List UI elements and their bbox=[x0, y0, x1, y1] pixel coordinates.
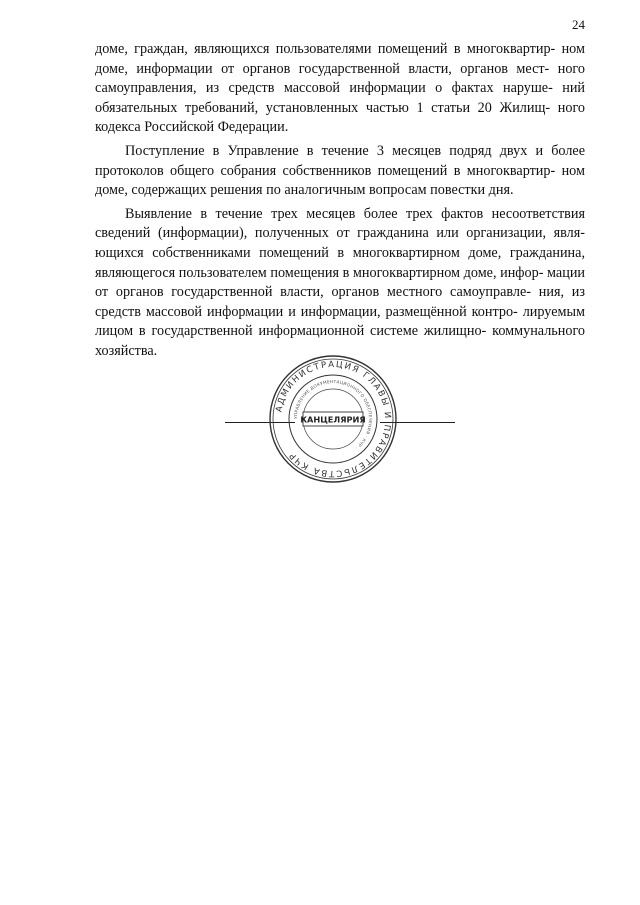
text-line: являющегося пользователем помещения в многоквартирном доме, инфор- bbox=[95, 264, 544, 281]
body-text bbox=[95, 40, 585, 366]
paragraph bbox=[95, 142, 585, 201]
svg-text:АДМИНИСТРАЦИЯ ГЛАВЫ И ПРАВИТЕЛ: АДМИНИСТРАЦИЯ ГЛАВЫ И ПРАВИТЕЛЬСТВА КЧР bbox=[274, 359, 393, 479]
official-seal bbox=[267, 353, 399, 485]
text-line: мации от органов государственной власти, органов местного самоуправле- bbox=[95, 264, 586, 301]
text-line: ющихся собственниками помещений в многоквартирном доме, гражданина, bbox=[95, 244, 585, 261]
text-line: ного кодекса Российской Федерации. bbox=[95, 99, 586, 136]
text-line: сведений (информации), полученных от гражданина или организации, явля- bbox=[95, 225, 585, 242]
text-line: ного самоуправления, из средств массовой информации о фактах наруше- bbox=[95, 60, 585, 97]
stamp-center-text: КАНЦЕЛЯРИЯ bbox=[300, 414, 366, 425]
paragraph bbox=[95, 40, 585, 138]
text-line: коммунального хозяйства. bbox=[95, 323, 586, 359]
paragraph bbox=[95, 205, 585, 362]
text-line: ном доме, информации от органов государственной власти, органов мест- bbox=[95, 41, 585, 77]
text-line: ния, из средств массовой информации и информации, размещённой контро- bbox=[95, 284, 586, 320]
text-line: ний обязательных требований, установленных частью 1 статьи 20 Жилищ- bbox=[95, 80, 586, 116]
svg-text:УПРАВЛЕНИЕ ДОКУМЕНТАЦИОННОГО О: УПРАВЛЕНИЕ ДОКУМЕНТАЦИОННОГО ОБЕСПЕЧЕНИЯ · КЧР · bbox=[292, 378, 374, 451]
text-line: лируемым лицом в государственной информационной системе жилищно- bbox=[95, 303, 585, 340]
text-line: Выявление в течение трех месяцев более трех фактов несоответствия bbox=[125, 205, 585, 222]
text-line: протоколов общего собрания собственников помещений в многоквартир- bbox=[95, 162, 556, 179]
page-number: 24 bbox=[572, 17, 585, 32]
text-line: ном доме, содержащих решения по аналогичным вопросам повестки дня. bbox=[95, 162, 585, 199]
text-line: доме, граждан, являющихся пользователями помещений в многоквартир- bbox=[95, 41, 556, 57]
text-line: Поступление в Управление в течение 3 месяцев подряд двух и более bbox=[125, 142, 585, 159]
